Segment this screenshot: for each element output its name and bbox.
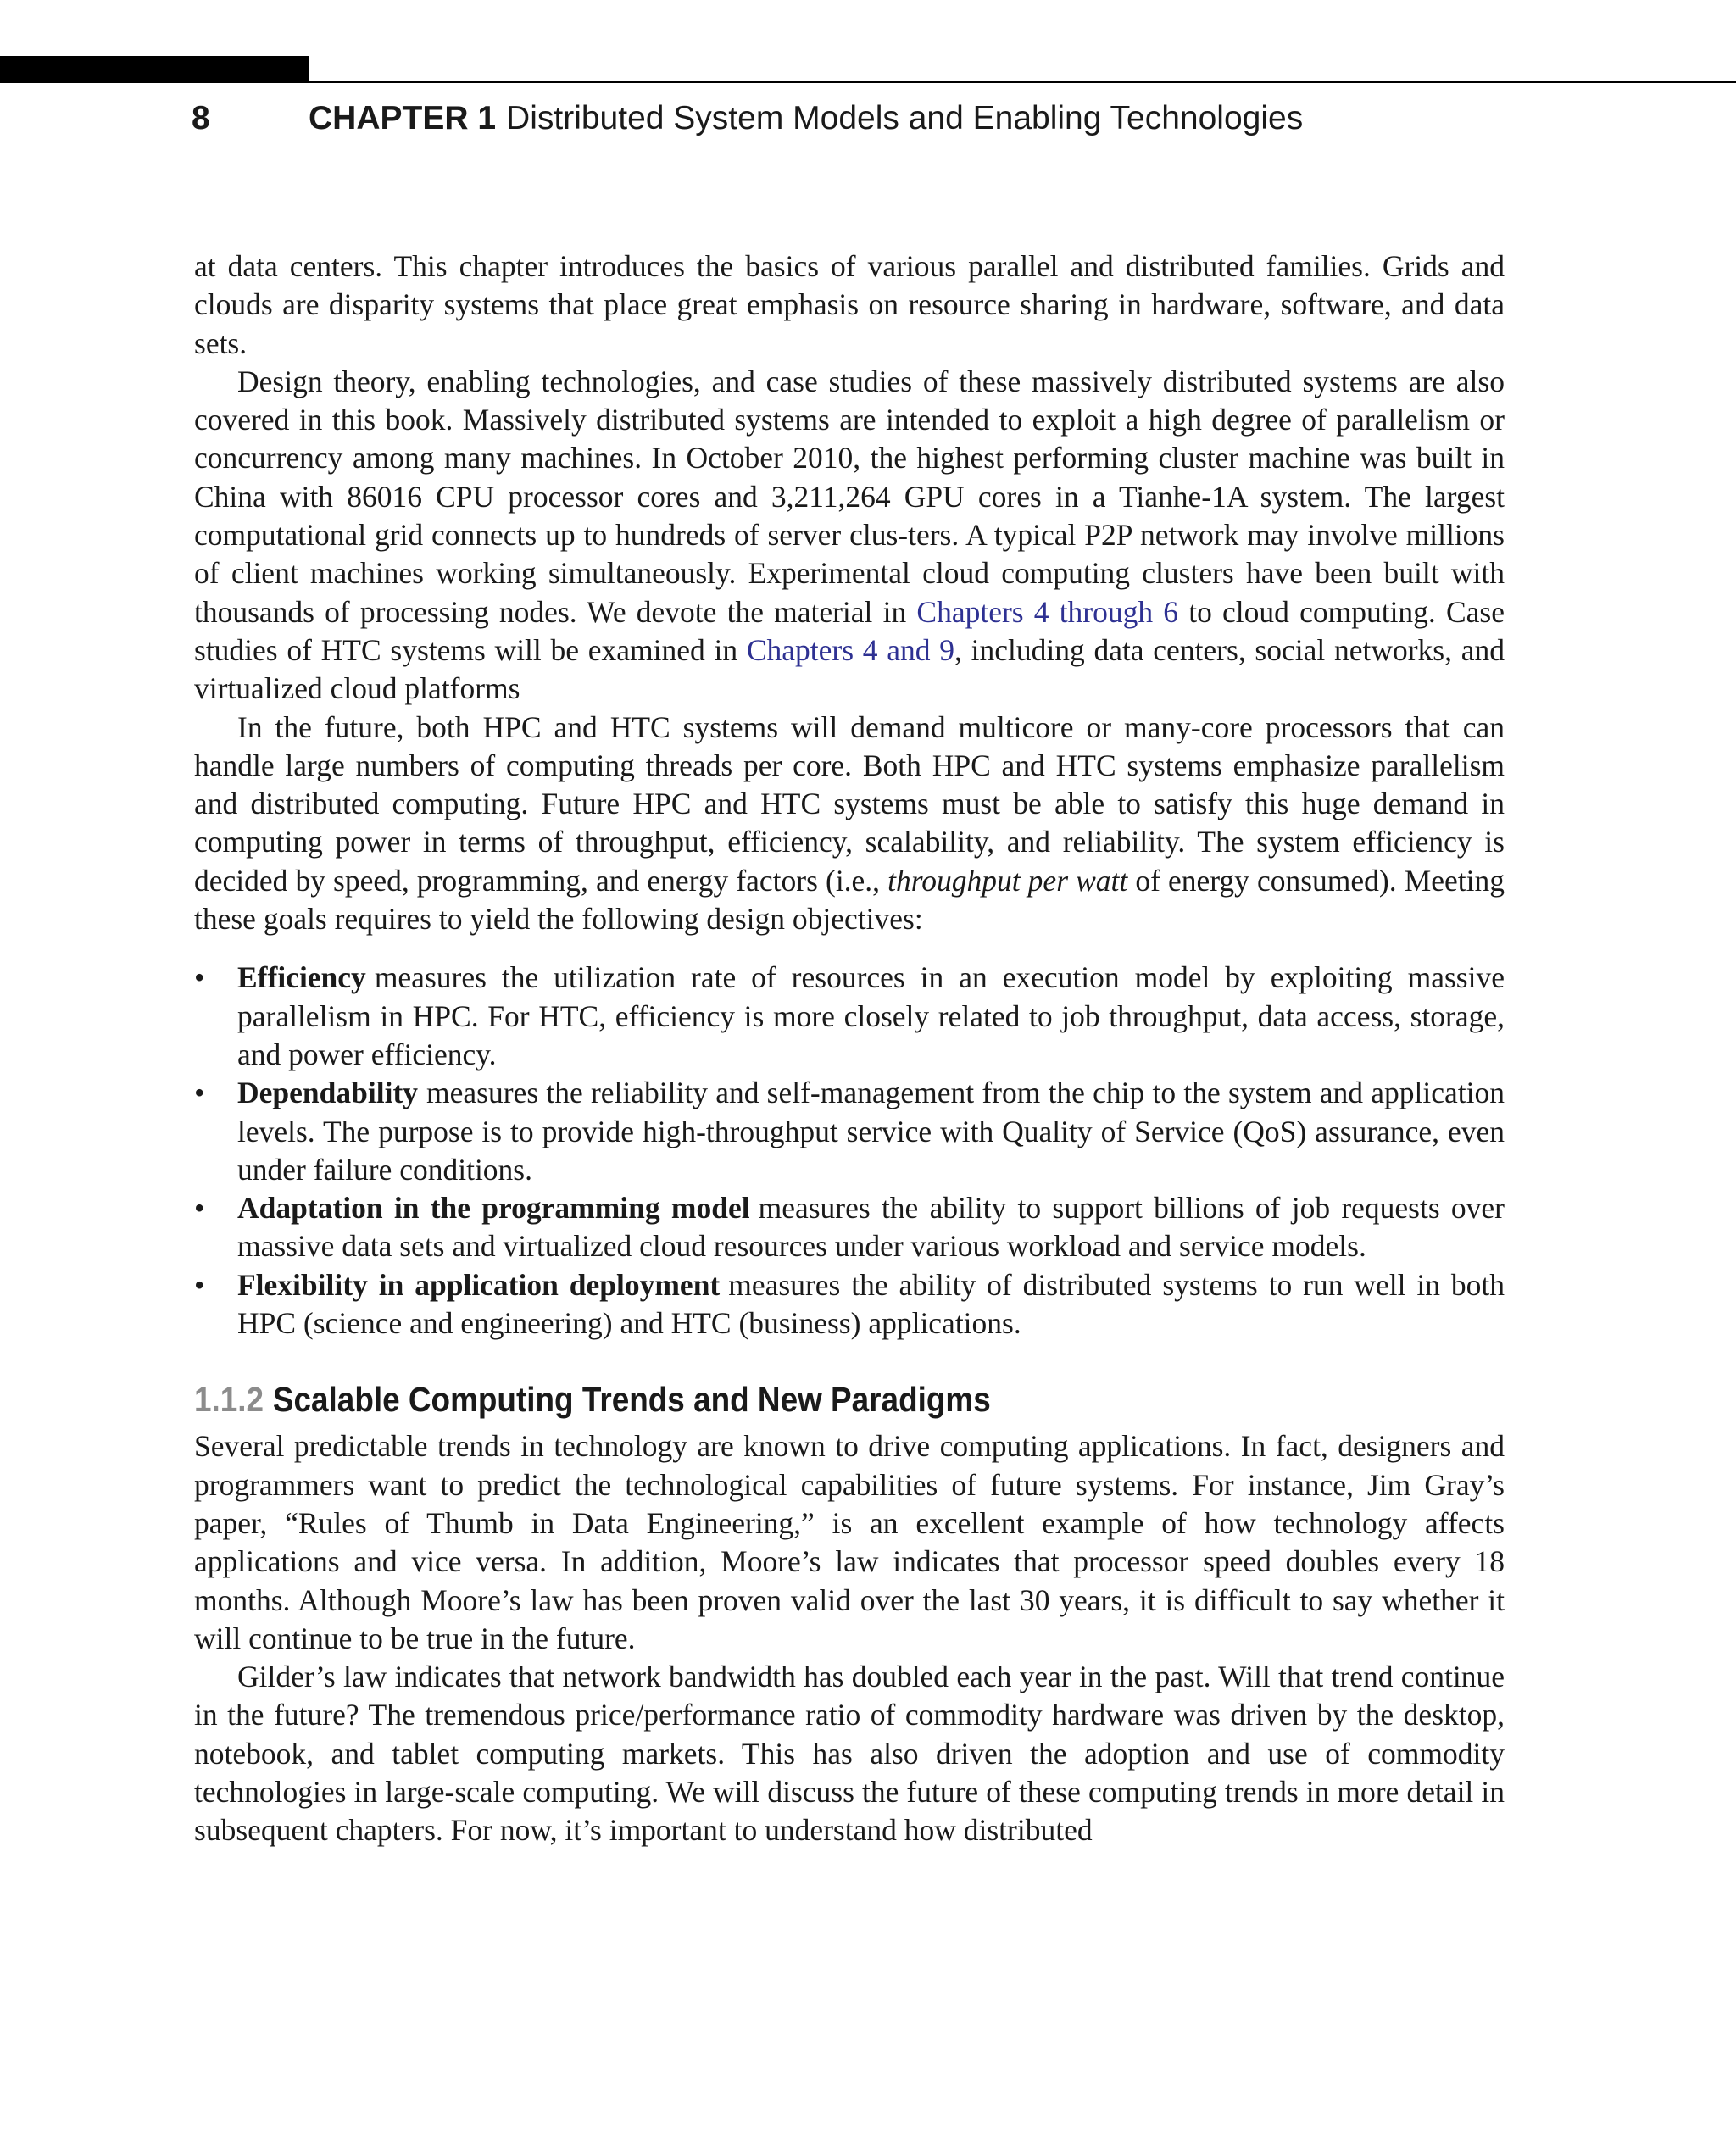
body-text: [194, 247, 1505, 1850]
paragraph-1: at data centers. This chapter introduces the basics of various parallel and distributed families. Grids and clouds are disparity systems that place great emphasis on resource sharing in hardware, software, and data sets.: [194, 249, 1505, 360]
bullet-marker: •: [194, 1267, 205, 1302]
list-item-text: measures the utilization rate of resources in an execution model by exploiting massive parallelism in HPC. For HTC, efficiency is more closely related to job throughput, data access, storage, and power efficiency.: [237, 960, 1505, 1071]
paragraph-2-text-c: , including data centers, social networks, and virtualized cloud platforms: [194, 632, 1505, 706]
header-rule: [309, 81, 1736, 83]
paragraph-4: Several predictable trends in technology are known to drive computing applications. In fact, designers and programmers want to predict the technological capabilities of future systems. For instance, Jim Gray’s paper, “Rules of Thumb in Data Engineering,” is an excellent example of how technology affects applications and vice versa. In addition, Moore’s law indicates that processor speed doubles every 18 months. Although Moore’s law has been proven valid over the last 30 years, it is difficult to say whether it will continue to be true in the future.: [194, 1429, 1505, 1655]
section-title: Scalable Computing Trends and New Paradigms: [272, 1380, 991, 1420]
running-head: [192, 95, 1548, 142]
term-flexibility: Flexibility in application deployment: [237, 1267, 721, 1302]
term-adaptation: Adaptation in the programming model: [237, 1191, 750, 1226]
paragraph-2: [194, 363, 1505, 709]
paragraph-3-text-b: of energy consumed). Meeting these goals requires to yield the following design objectives:: [194, 863, 1505, 937]
list-item-adaptation: [194, 1189, 1505, 1266]
paragraph-5: Gilder’s law indicates that network bandwidth has doubled each year in the past. Will that trend continue in the future? The tremendous price/performance ratio of commodity hardware was driven by the desktop, notebook, and tablet computing markets. This has also driven the adoption and use of commodity technologies in large-scale computing. We will discuss the future of these computing trends in more detail in subsequent chapters. For now, it’s important to understand how distributed: [194, 1660, 1505, 1848]
chapters-4-and-9-link[interactable]: Chapters 4 and 9: [746, 632, 954, 667]
chapter-label: CHAPTER 1: [309, 100, 497, 136]
chapter-title: Distributed System Models and Enabling Technologies: [506, 100, 1304, 136]
paragraph-2-text-a: Design theory, enabling technologies, and case studies of these massively distributed systems are also covered in this book. Massively distributed systems are intended to exploit a high degree of parallelism or concurrency among many machines. In October 2010, the highest performing cluster machine was built in China with 86016 CPU processor cores and 3,211,264 GPU cores in a Tianhe-1A system. The largest computational grid connects up to hundreds of server clus-ters. A typical P2P network may involve millions of client machines working simultaneously. Experimental cloud computing clusters have been built with thousands of processing nodes. We devote the material in: [194, 364, 1505, 629]
paragraph-3-text-a: In the future, both HPC and HTC systems will demand multicore or many-core processors that can handle large numbers of computing threads per core. Both HPC and HTC systems emphasize parallelism and distributed computing. Future HPC and HTC systems must be able to satisfy this huge demand in computing power in terms of throughput, efficiency, scalability, and reliability. The system efficiency is decided by speed, programming, and energy factors (i.e.,: [194, 709, 1505, 898]
term-dependability: Dependability: [237, 1076, 419, 1110]
list-item-dependability: [194, 1074, 1505, 1189]
design-objectives-list: [194, 959, 1505, 1343]
list-item-efficiency: [194, 959, 1505, 1074]
paragraph-2-text-b: to cloud computing. Case studies of HTC systems will be examined in: [194, 594, 1505, 667]
chapters-4-through-6-link[interactable]: Chapters 4 through 6: [916, 594, 1179, 629]
section-number: 1.1.2: [194, 1380, 264, 1420]
bullet-marker: •: [194, 1191, 205, 1226]
bullet-marker: •: [194, 960, 205, 995]
paragraph-3: [194, 709, 1505, 939]
bullet-marker: •: [194, 1076, 205, 1110]
list-item-text: measures the ability of distributed systems to run well in both HPC (science and engineering) and HTC (business) applications.: [237, 1267, 1505, 1341]
list-item-flexibility: [194, 1266, 1505, 1343]
header-black-bar: [0, 56, 309, 83]
term-efficiency: Efficiency: [237, 960, 366, 995]
page-number: 8: [192, 100, 210, 136]
throughput-per-watt-emphasis: throughput per watt: [887, 863, 1128, 898]
section-heading: [194, 1376, 1373, 1422]
list-item-text: measures the ability to support billions of job requests over massive data sets and virtualized cloud resources under various workload and service models.: [237, 1191, 1505, 1264]
list-item-text: measures the reliability and self-management from the chip to the system and application levels. The purpose is to provide high-throughput service with Quality of Service (QoS) assurance, even under failure conditions.: [237, 1076, 1505, 1187]
